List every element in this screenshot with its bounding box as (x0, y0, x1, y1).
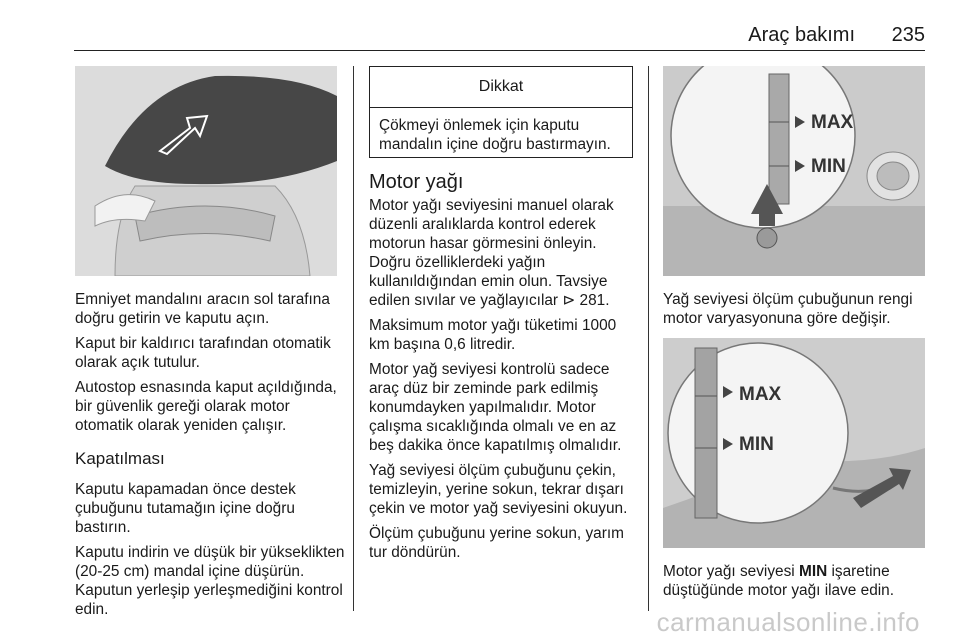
min-label-1: MIN (811, 156, 846, 177)
oil-refill-caption (663, 562, 933, 600)
engine-oil-heading: Motor yağı (369, 171, 464, 193)
caption-2 (663, 562, 933, 606)
hood-figure (75, 66, 337, 276)
dipstick-figure-1 (663, 66, 925, 276)
engine-bay-dipstick-icon (663, 66, 925, 276)
min-label-2: MIN (739, 434, 774, 455)
max-label-2: MAX (739, 384, 782, 405)
page-ref: 281. (579, 292, 610, 309)
closing-step-2: Kaputu indirin ve düşük bir yükseklikten (20-25 cm) mandal içine düşürün. Kaputun yerleşip yerleşmediğini kontrol edin. (75, 544, 345, 618)
left-column (75, 290, 345, 625)
hood-support-note: Kaput bir kaldırıcı tarafından otomatik olarak açık tutulur. (75, 335, 331, 371)
caution-title: Dikkat (370, 67, 632, 108)
dipstick-color-caption: Yağ seviyesi ölçüm çubuğunun rengi motor varyasyonuna göre değişir. (663, 291, 913, 327)
caption-1 (663, 290, 933, 334)
min-marker-text: MIN (799, 563, 828, 580)
caution-text: Çökmeyi önlemek için kaputu mandalın içine doğru bastırmayın. (379, 117, 611, 153)
closing-heading: Kapatılması (75, 449, 165, 468)
column-divider-1 (353, 66, 354, 611)
page-number: 235 (891, 24, 925, 46)
oil-consumption: Maksimum motor yağı tüketimi 1000 km başına 0,6 litredir. (369, 317, 617, 353)
oil-check-conditions: Motor yağ seviyesi kontrolü sadece araç düz bir zeminde park edilmiş konumdayken yapılmalıdır. Motor çalışma sıcaklığında olmalı ve en az beş dakika önce kapatılmış olmalıdır. (369, 361, 622, 454)
chapter-title: Araç bakımı (748, 24, 855, 46)
engine-bay-dipstick-icon-2 (663, 338, 925, 548)
oil-refill-caption-b: işaretine düştüğünde motor yağı ilave edin. (663, 563, 895, 599)
hood-open-step: Emniyet mandalını aracın sol tarafına doğru getirin ve kaputu açın. (75, 291, 330, 327)
middle-column (369, 170, 639, 568)
column-divider-2 (648, 66, 649, 611)
engine-oil-intro-text: Motor yağı seviyesini manuel olarak düzenli aralıklarda kontrol ederek motorun hasar görmesini önleyin. Doğru özelliklerdeki yağın kullanıldığından emin olun. Tavsiye edilen sıvılar ve yağlayıcılar (369, 197, 614, 309)
oil-refill-caption-a: Motor yağı seviyesi (663, 563, 799, 580)
hood-arrow-illustration-icon (75, 66, 337, 276)
page-ref-icon: ⊳ (562, 292, 576, 309)
watermark: carmanualsonline.info (656, 607, 920, 637)
closing-step-1: Kaputu kapamadan önce destek çubuğunu tutamağın içine doğru bastırın. (75, 481, 296, 536)
autostop-note: Autostop esnasında kaput açıldığında, bir güvenlik gereği olarak motor otomatik olarak yeniden çalışır. (75, 379, 337, 434)
dipstick-figure-2 (663, 338, 925, 548)
dipstick-reinsert: Ölçüm çubuğunu yerine sokun, yarım tur döndürün. (369, 525, 624, 561)
page-header (74, 24, 925, 51)
max-label-1: MAX (811, 112, 854, 133)
oil-check-steps: Yağ seviyesi ölçüm çubuğunu çekin, temizleyin, yerine sokun, tekrar dışarı çekin ve motor yağ seviyesini okuyun. (369, 462, 628, 517)
engine-oil-intro (369, 196, 639, 310)
caution-box (369, 66, 633, 158)
